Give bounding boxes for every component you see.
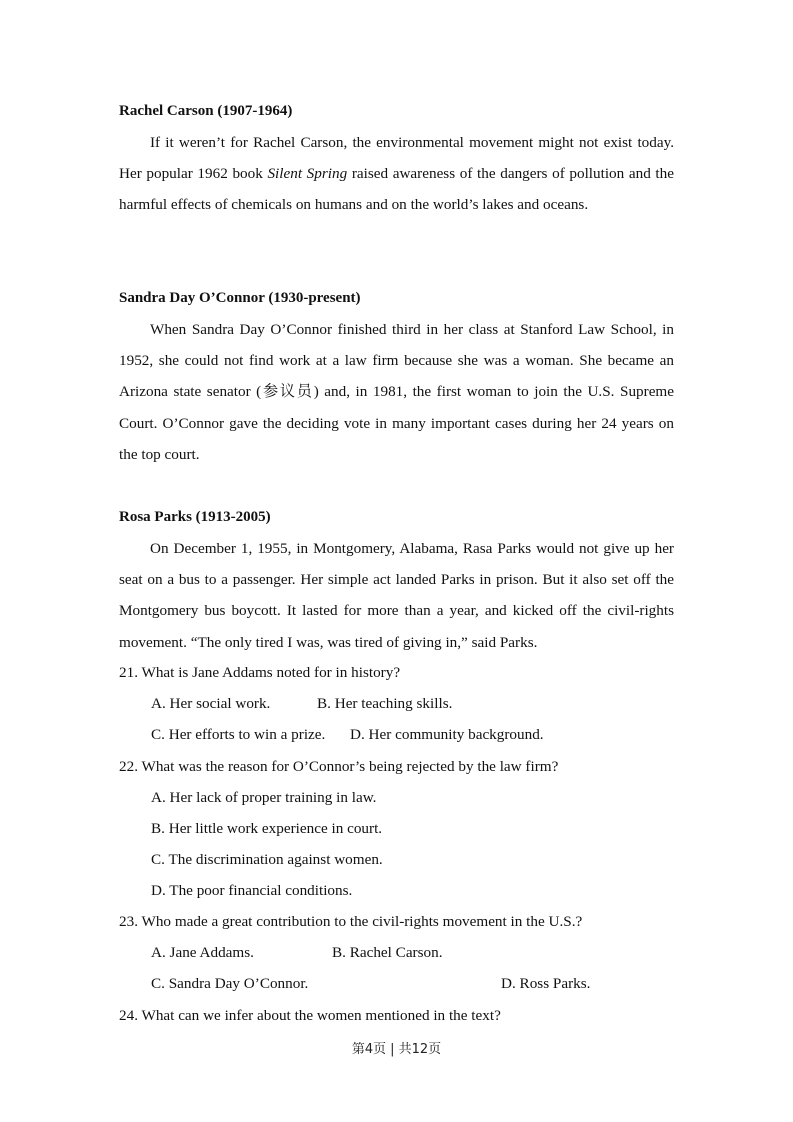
paragraph-rosa-parks bbox=[119, 533, 674, 658]
section-title-rachel-carson: Rachel Carson (1907-1964) bbox=[119, 103, 293, 119]
page-number: 第4页 bbox=[351, 1042, 387, 1057]
footer-separator: | bbox=[390, 1042, 395, 1057]
paragraph-sandra-day-oconnor bbox=[119, 314, 674, 470]
question-22-option-c: C. The discrimination against women. bbox=[151, 851, 383, 868]
paragraph-text: raised awareness of the dangers of pollution and the harmful effects of chemicals on humans and on the world’s lakes and oceans. bbox=[119, 165, 674, 214]
question-21-option-b: B. Her teaching skills. bbox=[317, 695, 453, 712]
section-title-sandra-day-oconnor: Sandra Day O’Connor (1930-present) bbox=[119, 290, 361, 306]
question-21-option-a: A. Her social work. bbox=[151, 695, 271, 712]
question-21: 21. What is Jane Addams noted for in history? bbox=[119, 664, 401, 681]
question-22-option-d: D. The poor financial conditions. bbox=[151, 882, 353, 899]
question-22-option-a: A. Her lack of proper training in law. bbox=[151, 789, 377, 806]
question-22-option-b: B. Her little work experience in court. bbox=[151, 820, 383, 837]
question-23-option-d: D. Ross Parks. bbox=[501, 975, 591, 992]
paragraph-text: If it weren’t for Rachel Carson, the environmental movement might not exist today. Her popular 1962 book bbox=[119, 134, 674, 183]
paragraph-rachel-carson bbox=[119, 127, 674, 221]
total-pages: 共12页 bbox=[398, 1042, 442, 1057]
question-23: 23. Who made a great contribution to the civil-rights movement in the U.S.? bbox=[119, 913, 583, 930]
paragraph-text: On December 1, 1955, in Montgomery, Alabama, Rasa Parks would not give up her seat on a bus to a passenger. Her simple act landed Parks in prison. But it also set off the Montgomery bus boycott. It lasted for more than a year, and kicked off the civil-rights movement. “The only tired I was, was tired of giving in,” said Parks. bbox=[119, 540, 674, 651]
page-footer bbox=[0, 1038, 793, 1057]
book-title: Silent Spring bbox=[267, 165, 348, 183]
question-21-option-d: D. Her community background. bbox=[350, 726, 544, 743]
question-23-option-c: C. Sandra Day O’Connor. bbox=[151, 975, 309, 992]
question-23-option-a: A. Jane Addams. bbox=[151, 944, 254, 961]
paragraph-text: When Sandra Day O’Connor finished third in her class at Stanford Law School, in 1952, she could not find work at a law firm because she was a woman. She became an Arizona state senator (参议员) and, in 1981, the first woman to join the U.S. Supreme Court. O’Connor gave the deciding vote in many important cases during her 24 years on the top court. bbox=[119, 321, 674, 463]
question-23-option-b: B. Rachel Carson. bbox=[332, 944, 443, 961]
question-24: 24. What can we infer about the women mentioned in the text? bbox=[119, 1007, 501, 1024]
question-21-option-c: C. Her efforts to win a prize. bbox=[151, 726, 326, 743]
question-22: 22. What was the reason for O’Connor’s being rejected by the law firm? bbox=[119, 758, 559, 775]
section-title-rosa-parks: Rosa Parks (1913-2005) bbox=[119, 509, 271, 525]
